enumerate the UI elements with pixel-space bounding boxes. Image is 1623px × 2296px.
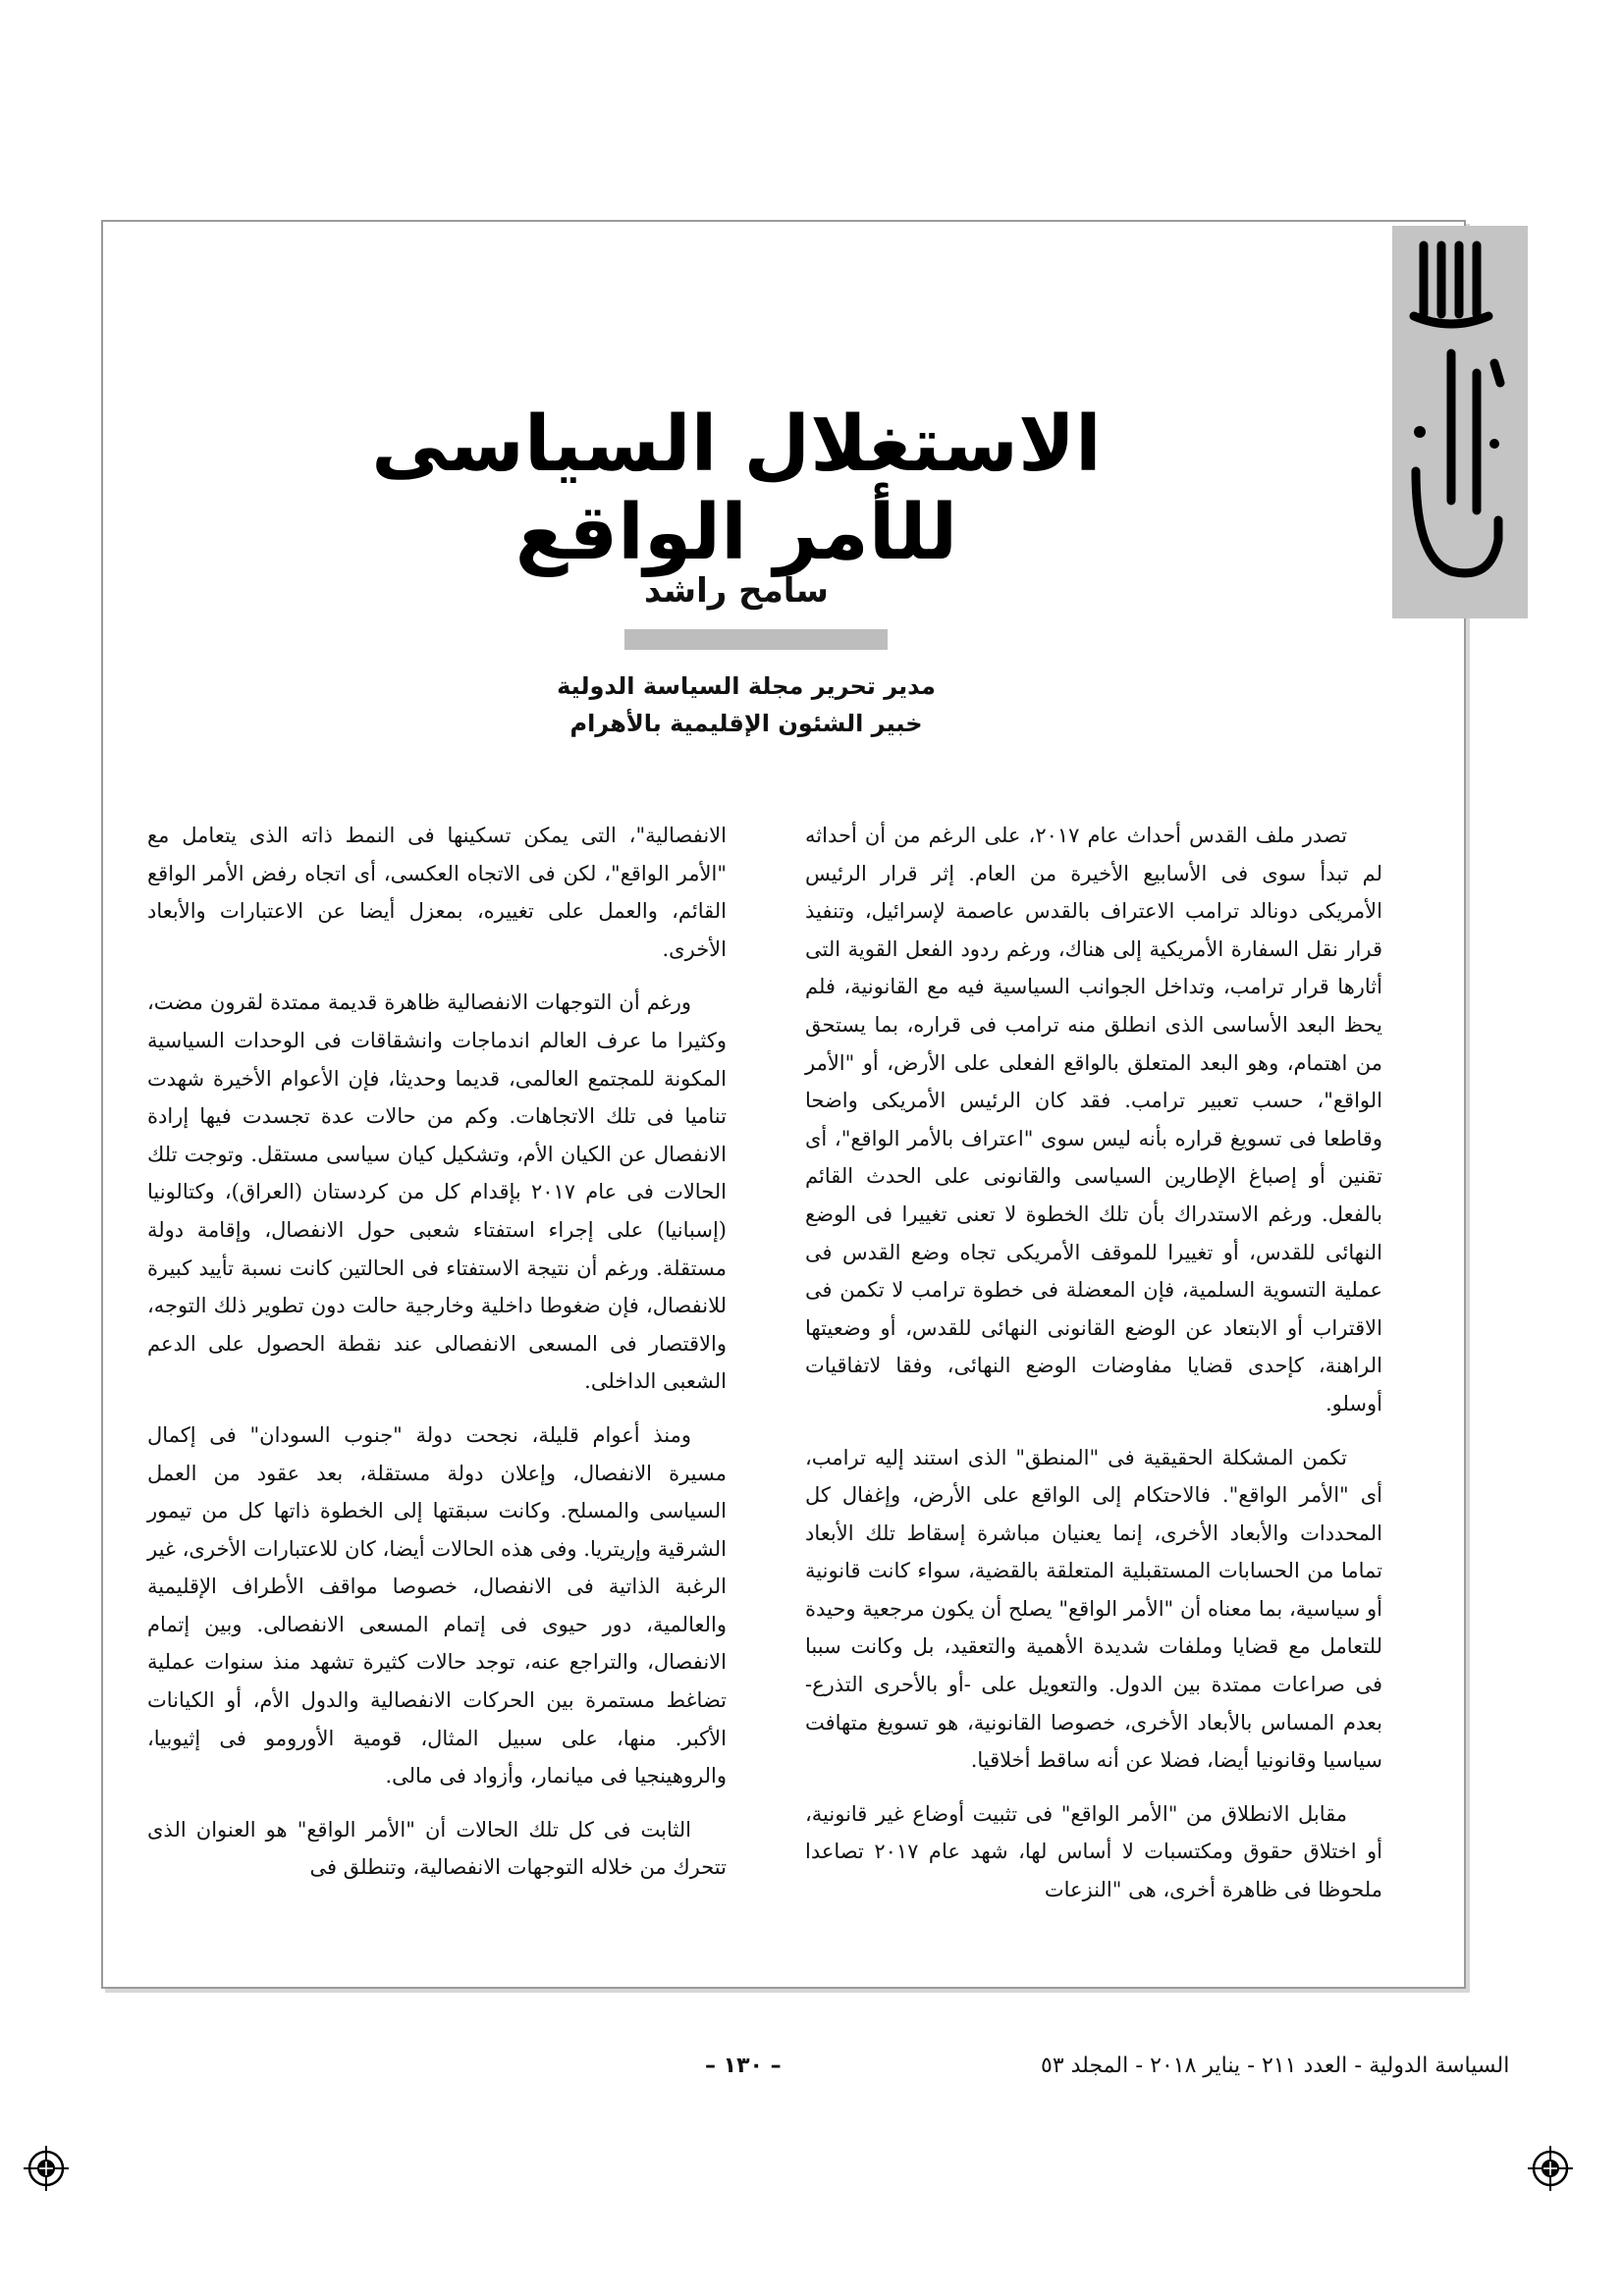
author-role-line: مدير تحرير مجلة السياسة الدولية [557,672,936,700]
paragraph: ورغم أن التوجهات الانفصالية ظاهرة قديمة ممتدة لقرون مضت، وكثيرا ما عرف العالم اندماجات وانشقاقات فى الوحدات السياسية المكونة للمجتمع العالمى، قديما وحديثا، فإن الأعوام الأخيرة شهدت تناميا فى تلك الاتجاهات. وكم من حالات عدة تجسدت فيها إرادة الانفصال عن الكيان الأم، وتشكيل كيان سياسى مستقل. وتوجت تلك الحالات فى عام ٢٠١٧ بإقدام كل من كردستان (العراق)، وكتالونيا (إسبانيا) على إجراء استفتاء شعبى حول الانفصال، وإقامة دولة مستقلة. ورغم أن نتيجة الاستفتاء فى الحالتين كانت نسبة تأييد كبيرة للانفصال، فإن ضغوطا داخلية وخارجية حالت دون تطوير ذلك التوجه، والاقتصار فى المسعى الانفصالى عند نقطة الحصول على الدعم الشعبى الداخلى. [147,990,727,1394]
registration-mark-icon [1528,2146,1573,2191]
author-divider-bar [624,629,888,650]
section-calligraphy-icon [1392,226,1528,618]
paragraph: ومنذ أعوام قليلة، نجحت دولة "جنوب السودان" فى إكمال مسيرة الانفصال، وإعلان دولة مستقلة، بعد عقود من العمل السياسى والمسلح. وكانت سبقتها إلى الخطوة ذاتها كل من تيمور الشرقية وإريتريا. وفى هذه الحالات أيضا، كان للاعتبارات الأخرى، غير الرغبة الذاتية فى الانفصال، خصوصا مواقف الأطراف الإقليمية والعالمية، دور حيوى فى إتمام المسعى الانفصالى. وبين إتمام الانفصال، والتراجع عنه، توجد حالات كثيرة تشهد منذ سنوات عملية تضاغط مستمرة بين الحركات الانفصالية والدول الأم، أو الكيانات الأكبر. منها، على سبيل المثال، قومية الأورومو فى إثيوبيا، والروهينجيا فى ميانمار، وأزواد فى مالى. [147,1422,727,1789]
registration-mark-icon [24,2146,69,2191]
text-column-left [147,817,727,1902]
paragraph: الثابت فى كل تلك الحالات أن "الأمر الواقع" هو العنوان الذى تتحرك من خلاله التوجهات الانفصالية، وتنطلق فى [147,1817,727,1880]
article-title: الاستغلال السياسى للأمر الواقع [371,400,1102,577]
page-number: – ١٣٠ – [705,2054,782,2078]
section-tab [1392,226,1528,618]
text-column-right [805,817,1382,1925]
author-role-line: خبير الشئون الإقليمية بالأهرام [569,710,923,737]
author-roles [550,667,943,742]
paragraph: تصدر ملف القدس أحداث عام ٢٠١٧، على الرغم من أن أحداثه لم تبدأ سوى فى الأسابيع الأخيرة من العام. إثر قرار الرئيس الأمريكى دونالد ترامب الاعتراف بالقدس عاصمة لإسرائيل، وتنفيذ قرار نقل السفارة الأمريكية إلى هناك، ورغم ردود الفعل القوية التى أثارها قرار ترامب، وتداخل الجوانب السياسية فيه مع القانونية، فلم يحظ البعد الأساسى الذى انطلق منه ترامب فى قراره، بما يستحق من اهتمام، وهو البعد المتعلق بالواقع الفعلى على الأرض، أو "الأمر الواقع"، حسب تعبير ترامب. فقد كان الرئيس الأمريكى واضحا وقاطعا فى تسويغ قراره بأنه ليس سوى "اعتراف بالأمر الواقع"، أى تقنين أو إصباغ الإطارين السياسى والقانونى على الحدث القائم بالفعل. ورغم الاستدراك بأن تلك الخطوة لا تعنى تغييرا فى الوضع النهائى للقدس، أو تغييرا للموقف الأمريكى تجاه وضع القدس فى عملية التسوية السلمية، فإن المعضلة فى خطوة ترامب لا تكمن فى الاقتراب أو الابتعاد عن الوضع القانونى النهائى للقدس، أو وضعيتها الراهنة، كإحدى قضايا مفاوضات الوضع النهائى، وفقا لاتفاقيات أوسلو. [805,824,1382,1415]
journal-info: السياسة الدولية - العدد ٢١١ - يناير ٢٠١٨ - المجلد ٥٣ [1041,2054,1510,2078]
paragraph: تكمن المشكلة الحقيقية فى "المنطق" الذى استند إليه ترامب، أى "الأمر الواقع". فالاحتكام إلى الواقع على الأرض، وإغفال كل المحددات والأبعاد الأخرى، إنما يعنيان مباشرة إسقاط تلك الأبعاد تماما من الحسابات المستقبلية المتعلقة بالقضية، سواء كانت قانونية أو سياسية، بما معناه أن "الأمر الواقع" يصلح أن يكون مرجعية وحيدة للتعامل مع قضايا وملفات شديدة الأهمية والتعقيد، بل وكانت سببا فى صراعات ممتدة بين الدول. والتعويل على -أو بالأحرى التذرع- بعدم المساس بالأبعاد الأخرى، خصوصا القانونية، هو تسويغ متهافت سياسيا وقانونيا أيضا، فضلا عن أنه ساقط أخلاقيا. [805,1445,1382,1773]
paragraph: مقابل الانطلاق من "الأمر الواقع" فى تثبيت أوضاع غير قانونية، أو اختلاق حقوق ومكتسبات لا أساس لها، شهد عام ٢٠١٧ تصاعدا ملحوظا فى ظاهرة أخرى، هى "النزعات [805,1801,1382,1902]
paragraph: الانفصالية"، التى يمكن تسكينها فى النمط ذاته الذى يتعامل مع "الأمر الواقع"، لكن فى الاتجاه العكسى، أى اتجاه رفض الأمر الواقع القائم، والعمل على تغييره، بمعزل أيضا عن الاعتبارات والأبعاد الأخرى. [147,824,727,961]
author-name: سامح راشد [644,571,829,611]
